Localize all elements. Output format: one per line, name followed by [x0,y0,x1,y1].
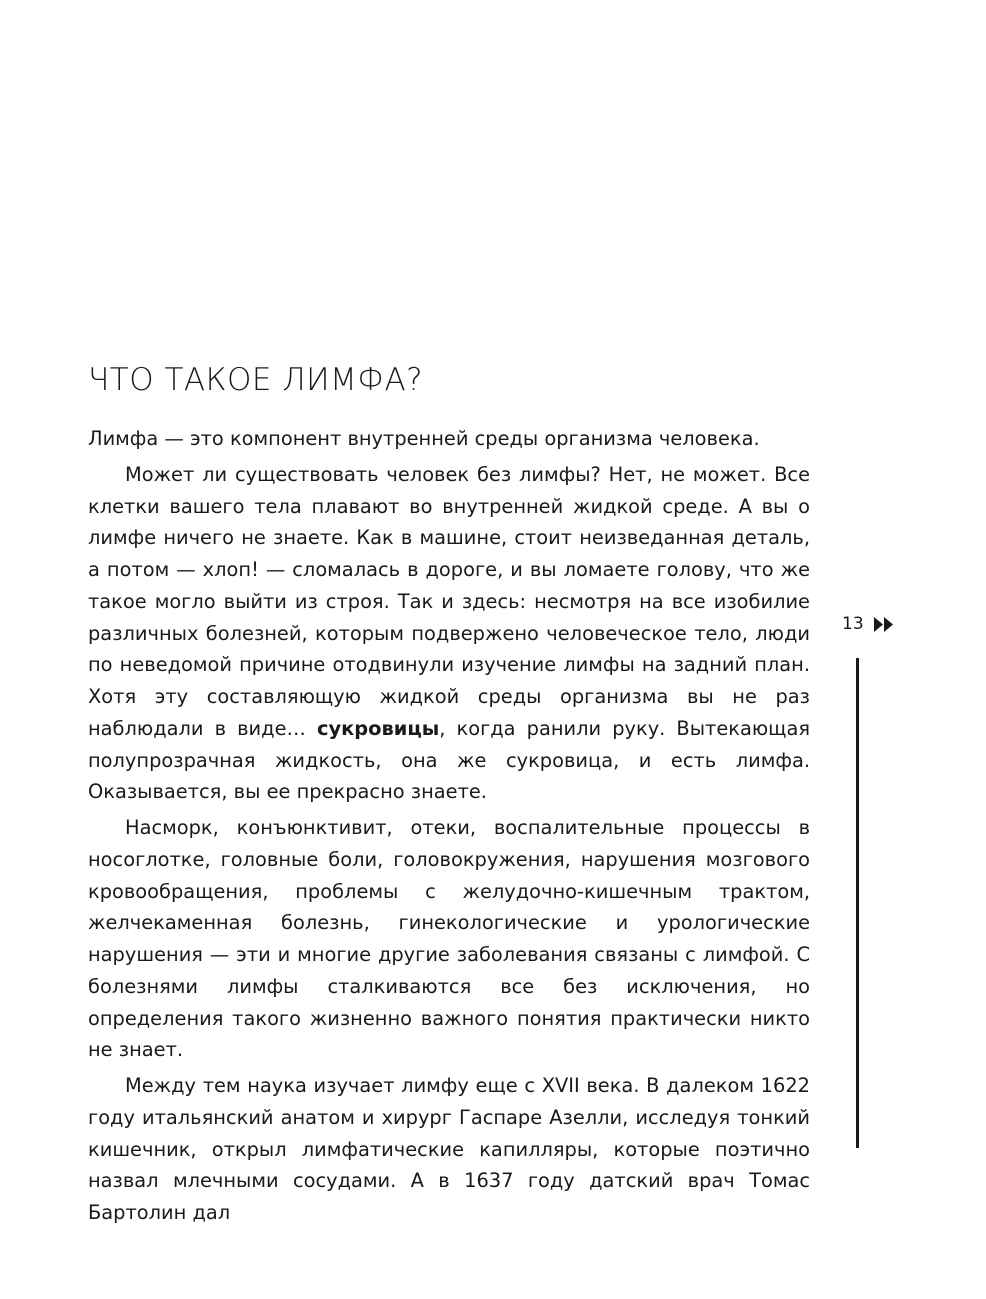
body-text [88,423,810,1233]
paragraph-4: Между тем наука изучает лимфу еще с XVII века. В далеком 1622 году итальянский анатом и хирург Гаспаре Азелли, исследуя тонкий кишечник, открыл лимфатические капилляры, которые поэтично назвал млечными сосудами. А в 1637 году датский врач Томас Бартолин дал [88,1074,810,1224]
paragraph-2 [88,459,810,808]
paragraph-3: Насморк, конъюнктивит, отеки, воспалительные процессы в носоглотке, головные боли, головокружения, нарушения мозгового кровообращения, проблемы с желудочно-кишечным трактом, желчекаменная болезнь, гинекологические и урологические нарушения — эти и многие другие заболевания связаны с лимфой. С болезнями лимфы сталкиваются все без исключения, но определения такого жизненно важного понятия практически никто не знает. [88,816,810,1062]
double-chevron-right-icon [874,617,894,632]
bold-term-sukrovitsa: сукровицы [316,716,440,740]
paragraph-2-text-start: Может ли существовать человек без лимфы? Нет, не может. Все клетки вашего тела плавают во внутренней жидкой среде. А вы о лимфе ничего не знаете. Как в машине, стоит неизведанная деталь, а потом — хлоп! — сломалась в дороге, и вы ломаете голову, что же такое могло выйти из строя. Так и здесь: несмотря на все изобилие различных болезней, которым подвержено человеческое тело, люди по неведомой причине отодвинули изучение лимфы на задний план. Хотя эту составляющую жидкой среды организма вы не раз наблюдали в виде… [88,462,810,740]
paragraph-1: Лимфа — это компонент внутренней среды организма человека. [88,427,760,450]
page-number: 13 [842,614,864,634]
margin-vertical-rule [856,658,859,1148]
chapter-title: ЧТО ТАКОЕ ЛИМФА? [88,362,424,398]
paragraph-2-text-end: , когда ранили руку. Вытекающая полупрозрачная жидкость, она же сукровица, и есть лимфа. Оказывается, вы ее прекрасно знаете. [88,716,810,804]
